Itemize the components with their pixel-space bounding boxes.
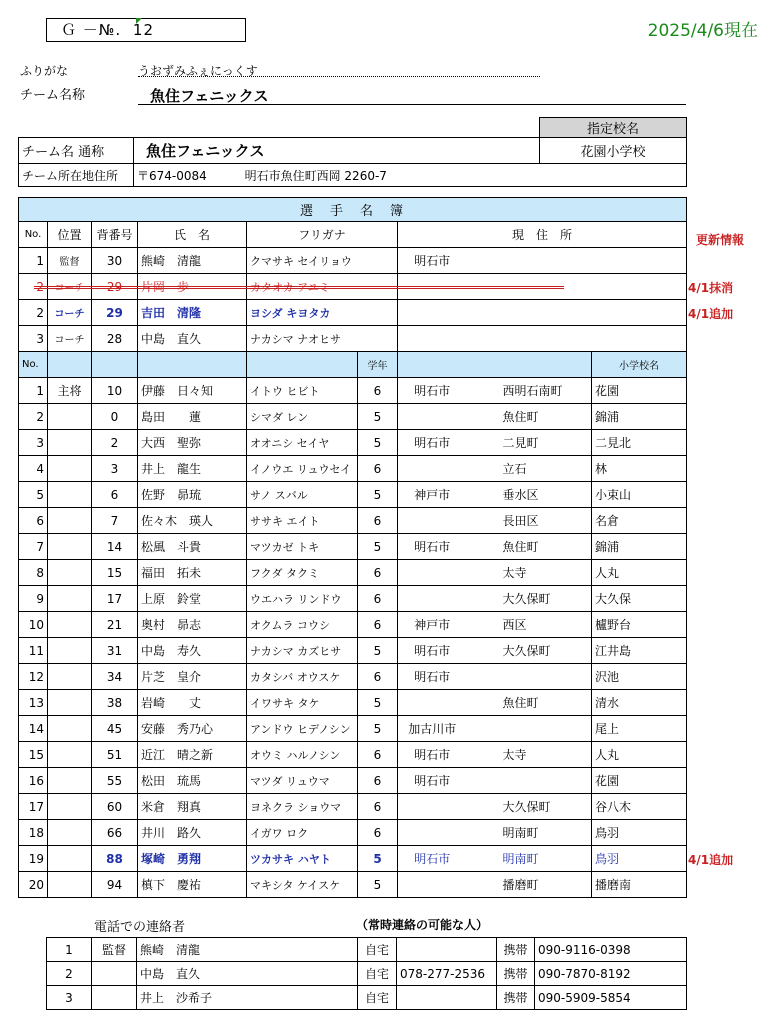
staff-no: 1 <box>19 248 48 274</box>
player-header-row <box>19 352 687 378</box>
player-number: 45 <box>92 716 138 742</box>
player-number: 7 <box>92 508 138 534</box>
team-code-box <box>46 18 246 42</box>
player-school: 大久保 <box>592 586 687 612</box>
player-town: 明南町 <box>467 846 592 872</box>
player-grade: 5 <box>358 430 398 456</box>
player-grade: 6 <box>358 794 398 820</box>
staff-position: 監督 <box>48 248 92 274</box>
player-no: 5 <box>19 482 48 508</box>
player-position <box>48 612 92 638</box>
player-school: 名倉 <box>592 508 687 534</box>
roster-title: 選 手 名 簿 <box>19 198 687 222</box>
staff-number: 28 <box>92 326 138 352</box>
player-town: 垂水区 <box>467 482 592 508</box>
staff-header-name: 氏 名 <box>138 222 247 248</box>
roster-table <box>18 197 687 898</box>
player-school: 櫨野台 <box>592 612 687 638</box>
player-grade: 5 <box>358 482 398 508</box>
staff-no: 3 <box>19 326 48 352</box>
contact-mobile: 090-9116-0398 <box>535 938 687 962</box>
player-row <box>19 456 687 482</box>
designated-school-header: 指定校名 <box>540 118 687 138</box>
player-grade: 5 <box>358 846 398 872</box>
staff-position: コーチ <box>48 300 92 326</box>
player-grade: 5 <box>358 716 398 742</box>
player-kana: マキシタ ケイスケ <box>247 872 358 898</box>
player-number: 2 <box>92 430 138 456</box>
contact-no: 1 <box>47 938 92 962</box>
contact-home <box>397 986 497 1010</box>
staff-city: 明石市 <box>398 248 467 274</box>
player-kana: フクダ タクミ <box>247 560 358 586</box>
player-kana: ササキ エイト <box>247 508 358 534</box>
player-city: 明石市 <box>398 378 467 404</box>
player-town: 播磨町 <box>467 872 592 898</box>
player-town: 魚住町 <box>467 404 592 430</box>
contact-mobile-label: 携帯 <box>497 938 535 962</box>
player-city <box>398 508 467 534</box>
player-position <box>48 404 92 430</box>
player-kana: サノ スバル <box>247 482 358 508</box>
staff-number: 29 <box>92 300 138 326</box>
player-position <box>48 508 92 534</box>
player-no: 16 <box>19 768 48 794</box>
player-name: 松田 琉馬 <box>138 768 247 794</box>
player-number: 51 <box>92 742 138 768</box>
player-kana: カタシバ オウスケ <box>247 664 358 690</box>
player-grade: 5 <box>358 690 398 716</box>
player-name: 奥村 昴志 <box>138 612 247 638</box>
player-no: 10 <box>19 612 48 638</box>
player-town: 太寺 <box>467 560 592 586</box>
player-header-grade: 学年 <box>358 352 398 378</box>
player-name: 井川 路久 <box>138 820 247 846</box>
player-city: 明石市 <box>398 768 467 794</box>
player-town: 魚住町 <box>467 690 592 716</box>
staff-name: 中島 直久 <box>138 326 247 352</box>
player-city <box>398 872 467 898</box>
player-town: 大久保町 <box>467 586 592 612</box>
player-number: 94 <box>92 872 138 898</box>
staff-header-position: 位置 <box>48 222 92 248</box>
staff-row <box>19 300 687 326</box>
contact-role <box>92 962 137 986</box>
contact-home-label: 自宅 <box>358 938 397 962</box>
player-position <box>48 690 92 716</box>
staff-position: コーチ <box>48 274 92 300</box>
player-kana: シマダ レン <box>247 404 358 430</box>
player-number: 21 <box>92 612 138 638</box>
player-town: 立石 <box>467 456 592 482</box>
player-position <box>48 742 92 768</box>
player-school: 林 <box>592 456 687 482</box>
player-school: 花園 <box>592 378 687 404</box>
player-school: 小束山 <box>592 482 687 508</box>
player-kana: イトウ ヒビト <box>247 378 358 404</box>
staff-update-note: 4/1追加 <box>688 306 734 321</box>
contact-no: 2 <box>47 962 92 986</box>
contact-row <box>47 962 687 986</box>
player-city: 神戸市 <box>398 482 467 508</box>
player-kana: ナカシマ カズヒサ <box>247 638 358 664</box>
strikethrough-line <box>34 286 564 289</box>
staff-row <box>19 248 687 274</box>
player-kana: オオニシ セイヤ <box>247 430 358 456</box>
player-town: 西区 <box>467 612 592 638</box>
player-row <box>19 586 687 612</box>
cell-comment-marker <box>136 18 142 24</box>
player-no: 13 <box>19 690 48 716</box>
player-school: 沢池 <box>592 664 687 690</box>
player-row <box>19 508 687 534</box>
player-no: 3 <box>19 430 48 456</box>
nickname-label: チーム名 通称 <box>19 138 134 164</box>
staff-header-row <box>19 222 687 248</box>
player-kana: オウミ ハルノシン <box>247 742 358 768</box>
player-name: 上原 鈴堂 <box>138 586 247 612</box>
staff-name: 吉田 清隆 <box>138 300 247 326</box>
player-position <box>48 664 92 690</box>
player-row <box>19 534 687 560</box>
player-position <box>48 534 92 560</box>
player-kana: アンドウ ヒデノシン <box>247 716 358 742</box>
player-row <box>19 612 687 638</box>
player-update-note: 4/1追加 <box>688 852 734 867</box>
player-school: 尾上 <box>592 716 687 742</box>
player-school: 播磨南 <box>592 872 687 898</box>
player-school: 清水 <box>592 690 687 716</box>
player-school: 錦浦 <box>592 534 687 560</box>
player-town: 西明石南町 <box>467 378 592 404</box>
update-info-label: 更新情報 <box>696 233 745 247</box>
address-label: チーム所在地住所 <box>19 164 134 187</box>
staff-header-kana: フリガナ <box>247 222 398 248</box>
player-school: 江井島 <box>592 638 687 664</box>
player-no: 11 <box>19 638 48 664</box>
staff-kana: クマサキ セイリョウ <box>247 248 358 274</box>
player-no: 7 <box>19 534 48 560</box>
player-position <box>48 872 92 898</box>
player-grade: 6 <box>358 742 398 768</box>
contact-mobile: 090-5909-5854 <box>535 986 687 1010</box>
contacts-subtitle: （常時連絡の可能な人） <box>356 918 489 932</box>
player-position <box>48 560 92 586</box>
address-value: 明石市魚住町西岡 2260-7 <box>244 168 387 183</box>
player-position <box>48 794 92 820</box>
player-number: 60 <box>92 794 138 820</box>
player-position: 主将 <box>48 378 92 404</box>
player-header-no: No. <box>19 352 48 378</box>
player-kana: ウエハラ リンドウ <box>247 586 358 612</box>
player-row <box>19 378 687 404</box>
staff-kana: カタオカ アユミ <box>247 274 358 300</box>
player-grade: 5 <box>358 534 398 560</box>
player-row <box>19 846 687 872</box>
contacts-title: 電話での連絡者 <box>94 920 186 935</box>
team-name-value: 魚住フェニックス <box>138 85 686 105</box>
player-town <box>467 664 592 690</box>
player-grade: 6 <box>358 586 398 612</box>
contact-name: 中島 直久 <box>137 962 358 986</box>
as-of-date: 2025/4/6現在 <box>647 21 758 41</box>
contact-home-label: 自宅 <box>358 962 397 986</box>
player-name: 米倉 翔真 <box>138 794 247 820</box>
staff-number: 30 <box>92 248 138 274</box>
player-row <box>19 820 687 846</box>
contact-home: 078-277-2536 <box>397 962 497 986</box>
staff-number: 29 <box>92 274 138 300</box>
team-name-label: チーム名称 <box>20 88 86 103</box>
player-grade: 5 <box>358 404 398 430</box>
player-name: 佐野 昴琉 <box>138 482 247 508</box>
player-name: 井上 龍生 <box>138 456 247 482</box>
staff-no: 2 <box>19 274 48 300</box>
contact-name: 井上 沙希子 <box>137 986 358 1010</box>
player-row <box>19 742 687 768</box>
player-kana: イワサキ タケ <box>247 690 358 716</box>
player-no: 15 <box>19 742 48 768</box>
player-school: 鳥羽 <box>592 846 687 872</box>
player-number: 6 <box>92 482 138 508</box>
contact-role: 監督 <box>92 938 137 962</box>
staff-row <box>19 326 687 352</box>
player-town: 大久保町 <box>467 794 592 820</box>
player-city: 明石市 <box>398 846 467 872</box>
player-city: 神戸市 <box>398 612 467 638</box>
player-row <box>19 690 687 716</box>
player-header-school: 小学校名 <box>592 352 687 378</box>
player-kana: オクムラ コウシ <box>247 612 358 638</box>
player-row <box>19 794 687 820</box>
player-row <box>19 872 687 898</box>
player-grade: 6 <box>358 768 398 794</box>
player-grade: 5 <box>358 638 398 664</box>
player-grade: 6 <box>358 612 398 638</box>
player-row <box>19 716 687 742</box>
player-number: 88 <box>92 846 138 872</box>
contact-no: 3 <box>47 986 92 1010</box>
player-city <box>398 586 467 612</box>
staff-header-no: No. <box>19 222 48 248</box>
furigana-label: ふりがな <box>20 64 69 78</box>
player-town <box>467 716 592 742</box>
player-name: 安藤 秀乃心 <box>138 716 247 742</box>
player-name: 大西 聖弥 <box>138 430 247 456</box>
player-name: 片芝 皇介 <box>138 664 247 690</box>
staff-update-note: 4/1抹消 <box>688 280 734 295</box>
player-position <box>48 820 92 846</box>
player-number: 17 <box>92 586 138 612</box>
staff-city <box>398 326 467 352</box>
player-no: 17 <box>19 794 48 820</box>
player-town: 太寺 <box>467 742 592 768</box>
staff-no: 2 <box>19 300 48 326</box>
player-number: 10 <box>92 378 138 404</box>
player-school: 人丸 <box>592 560 687 586</box>
player-position <box>48 638 92 664</box>
contact-home <box>397 938 497 962</box>
player-grade: 6 <box>358 820 398 846</box>
player-no: 19 <box>19 846 48 872</box>
player-city <box>398 794 467 820</box>
player-kana: マツカゼ トキ <box>247 534 358 560</box>
player-position <box>48 846 92 872</box>
player-no: 4 <box>19 456 48 482</box>
player-city: 明石市 <box>398 664 467 690</box>
player-kana: ヨネクラ ショウマ <box>247 794 358 820</box>
player-position <box>48 586 92 612</box>
player-school: 谷八木 <box>592 794 687 820</box>
player-city <box>398 690 467 716</box>
player-grade: 6 <box>358 560 398 586</box>
player-number: 31 <box>92 638 138 664</box>
player-number: 34 <box>92 664 138 690</box>
player-city: 明石市 <box>398 534 467 560</box>
player-city <box>398 456 467 482</box>
player-grade: 6 <box>358 508 398 534</box>
player-kana: ツカサキ ハヤト <box>247 846 358 872</box>
player-city <box>398 560 467 586</box>
contact-mobile-label: 携帯 <box>497 962 535 986</box>
player-town: 大久保町 <box>467 638 592 664</box>
player-school: 人丸 <box>592 742 687 768</box>
player-no: 8 <box>19 560 48 586</box>
player-name: 槙下 慶祐 <box>138 872 247 898</box>
staff-name: 熊崎 清龍 <box>138 248 247 274</box>
player-no: 9 <box>19 586 48 612</box>
contact-row <box>47 986 687 1010</box>
player-name: 岩崎 丈 <box>138 690 247 716</box>
team-code-label: Ｇ －№. <box>61 21 122 39</box>
player-kana: マツダ リュウマ <box>247 768 358 794</box>
player-number: 15 <box>92 560 138 586</box>
player-row <box>19 638 687 664</box>
player-town: 二見町 <box>467 430 592 456</box>
player-town <box>467 768 592 794</box>
contact-home-label: 自宅 <box>358 986 397 1010</box>
address-cell <box>134 164 687 187</box>
player-position <box>48 430 92 456</box>
player-town: 長田区 <box>467 508 592 534</box>
player-position <box>48 456 92 482</box>
player-number: 14 <box>92 534 138 560</box>
player-grade: 6 <box>358 456 398 482</box>
contact-role <box>92 986 137 1010</box>
player-kana: イガワ ロク <box>247 820 358 846</box>
contacts-table <box>46 937 687 1010</box>
player-position <box>48 716 92 742</box>
player-number: 55 <box>92 768 138 794</box>
player-school: 鳥羽 <box>592 820 687 846</box>
player-number: 0 <box>92 404 138 430</box>
player-town: 明南町 <box>467 820 592 846</box>
player-city: 明石市 <box>398 430 467 456</box>
player-name: 塚崎 勇翔 <box>138 846 247 872</box>
team-info-table <box>18 117 687 187</box>
player-name: 伊藤 日々知 <box>138 378 247 404</box>
player-name: 島田 蓮 <box>138 404 247 430</box>
player-city <box>398 404 467 430</box>
contact-mobile: 090-7870-8192 <box>535 962 687 986</box>
staff-header-address: 現 住 所 <box>398 222 687 248</box>
player-no: 1 <box>19 378 48 404</box>
contact-mobile-label: 携帯 <box>497 986 535 1010</box>
player-city: 明石市 <box>398 742 467 768</box>
player-no: 20 <box>19 872 48 898</box>
player-number: 3 <box>92 456 138 482</box>
player-grade: 5 <box>358 872 398 898</box>
player-no: 12 <box>19 664 48 690</box>
player-row <box>19 768 687 794</box>
player-number: 38 <box>92 690 138 716</box>
staff-city <box>398 300 467 326</box>
staff-kana: ヨシダ キヨタカ <box>247 300 358 326</box>
player-town: 魚住町 <box>467 534 592 560</box>
player-row <box>19 482 687 508</box>
player-no: 6 <box>19 508 48 534</box>
player-row <box>19 404 687 430</box>
nickname-value: 魚住フェニックス <box>134 138 540 164</box>
player-city: 加古川市 <box>398 716 467 742</box>
player-name: 近江 晴之新 <box>138 742 247 768</box>
player-no: 2 <box>19 404 48 430</box>
player-kana: イノウエ リュウセイ <box>247 456 358 482</box>
player-city <box>398 820 467 846</box>
player-row <box>19 430 687 456</box>
player-no: 14 <box>19 716 48 742</box>
player-row <box>19 664 687 690</box>
staff-header-number: 背番号 <box>92 222 138 248</box>
player-position <box>48 768 92 794</box>
player-no: 18 <box>19 820 48 846</box>
player-name: 福田 拓未 <box>138 560 247 586</box>
staff-name: 片岡 歩 <box>138 274 247 300</box>
postal-code: 〒674-0084 <box>137 168 207 183</box>
player-name: 松風 斗貴 <box>138 534 247 560</box>
designated-school-value: 花園小学校 <box>540 138 687 164</box>
player-row <box>19 560 687 586</box>
player-position <box>48 482 92 508</box>
player-grade: 6 <box>358 378 398 404</box>
player-city: 明石市 <box>398 638 467 664</box>
player-school: 花園 <box>592 768 687 794</box>
player-number: 66 <box>92 820 138 846</box>
contact-row <box>47 938 687 962</box>
furigana-value: うおずみふぇにっくす <box>138 62 540 77</box>
player-school: 錦浦 <box>592 404 687 430</box>
player-grade: 6 <box>358 664 398 690</box>
contact-name: 熊崎 清龍 <box>137 938 358 962</box>
player-school: 二見北 <box>592 430 687 456</box>
staff-position: コーチ <box>48 326 92 352</box>
player-name: 佐々木 瑛人 <box>138 508 247 534</box>
player-name: 中島 寿久 <box>138 638 247 664</box>
staff-kana: ナカシマ ナオヒサ <box>247 326 358 352</box>
team-code-number: 12 <box>132 21 155 39</box>
